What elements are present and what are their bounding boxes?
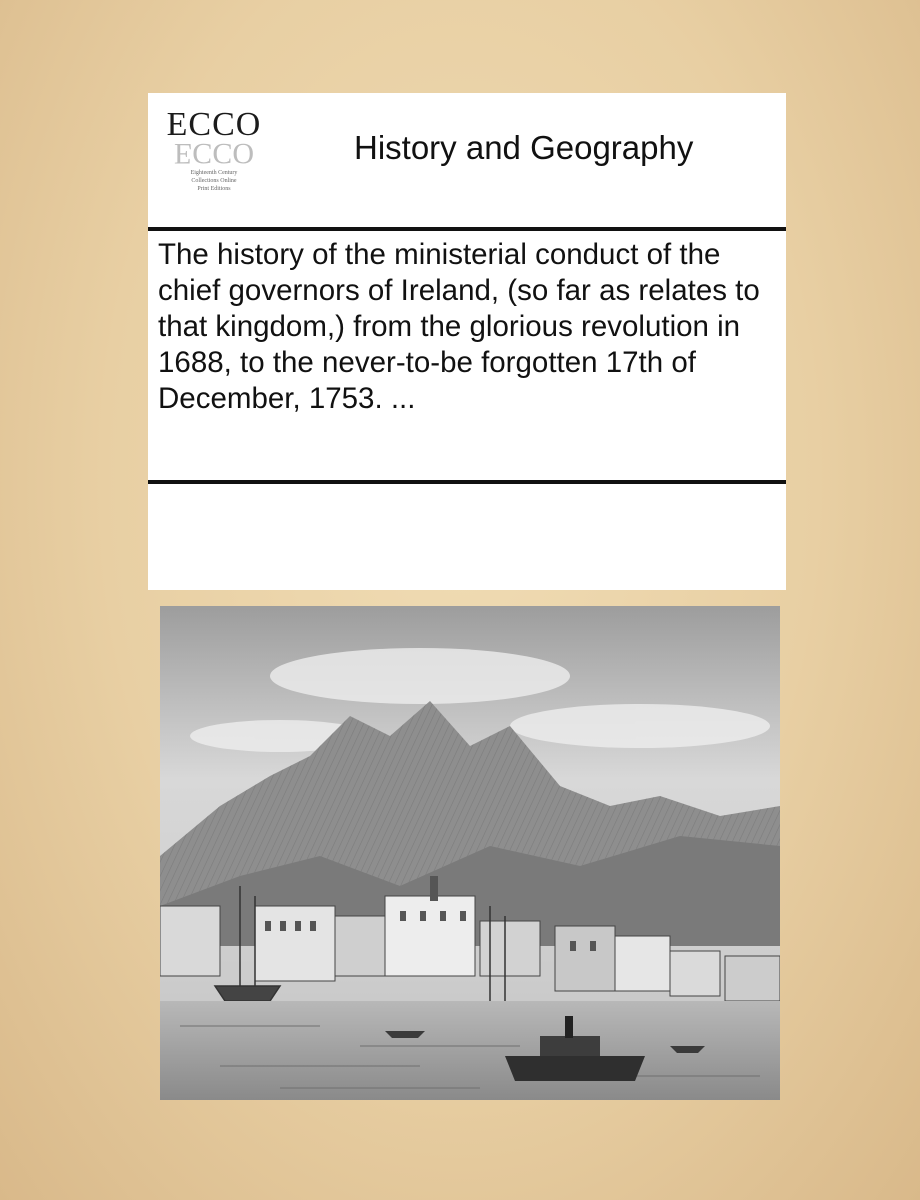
logo-subtitle-line: Collections Online: [191, 178, 237, 184]
logo-reflection: ECCO: [173, 137, 254, 170]
engraving-svg: [160, 606, 780, 1100]
title-panel: [148, 231, 786, 480]
logo-subtitle-line: Eighteenth Century: [190, 170, 238, 176]
logo-mark: ECCO: [166, 106, 262, 143]
harbor-engraving-image: [160, 606, 780, 1100]
cover-header: [148, 93, 786, 227]
blank-panel: [148, 484, 786, 590]
logo-subtitle: [191, 169, 238, 193]
series-title: History and Geography: [354, 129, 694, 166]
ecco-logo: [166, 107, 262, 217]
book-title: The history of the ministerial conduct of the chief governors of Ireland, (so far as relates to that kingdom,) from the glorious revolution in 1688, to the never-to-be forgotten 17th of December, 1753. ...: [158, 238, 760, 415]
logo-subtitle-line: Print Editions: [197, 186, 231, 192]
